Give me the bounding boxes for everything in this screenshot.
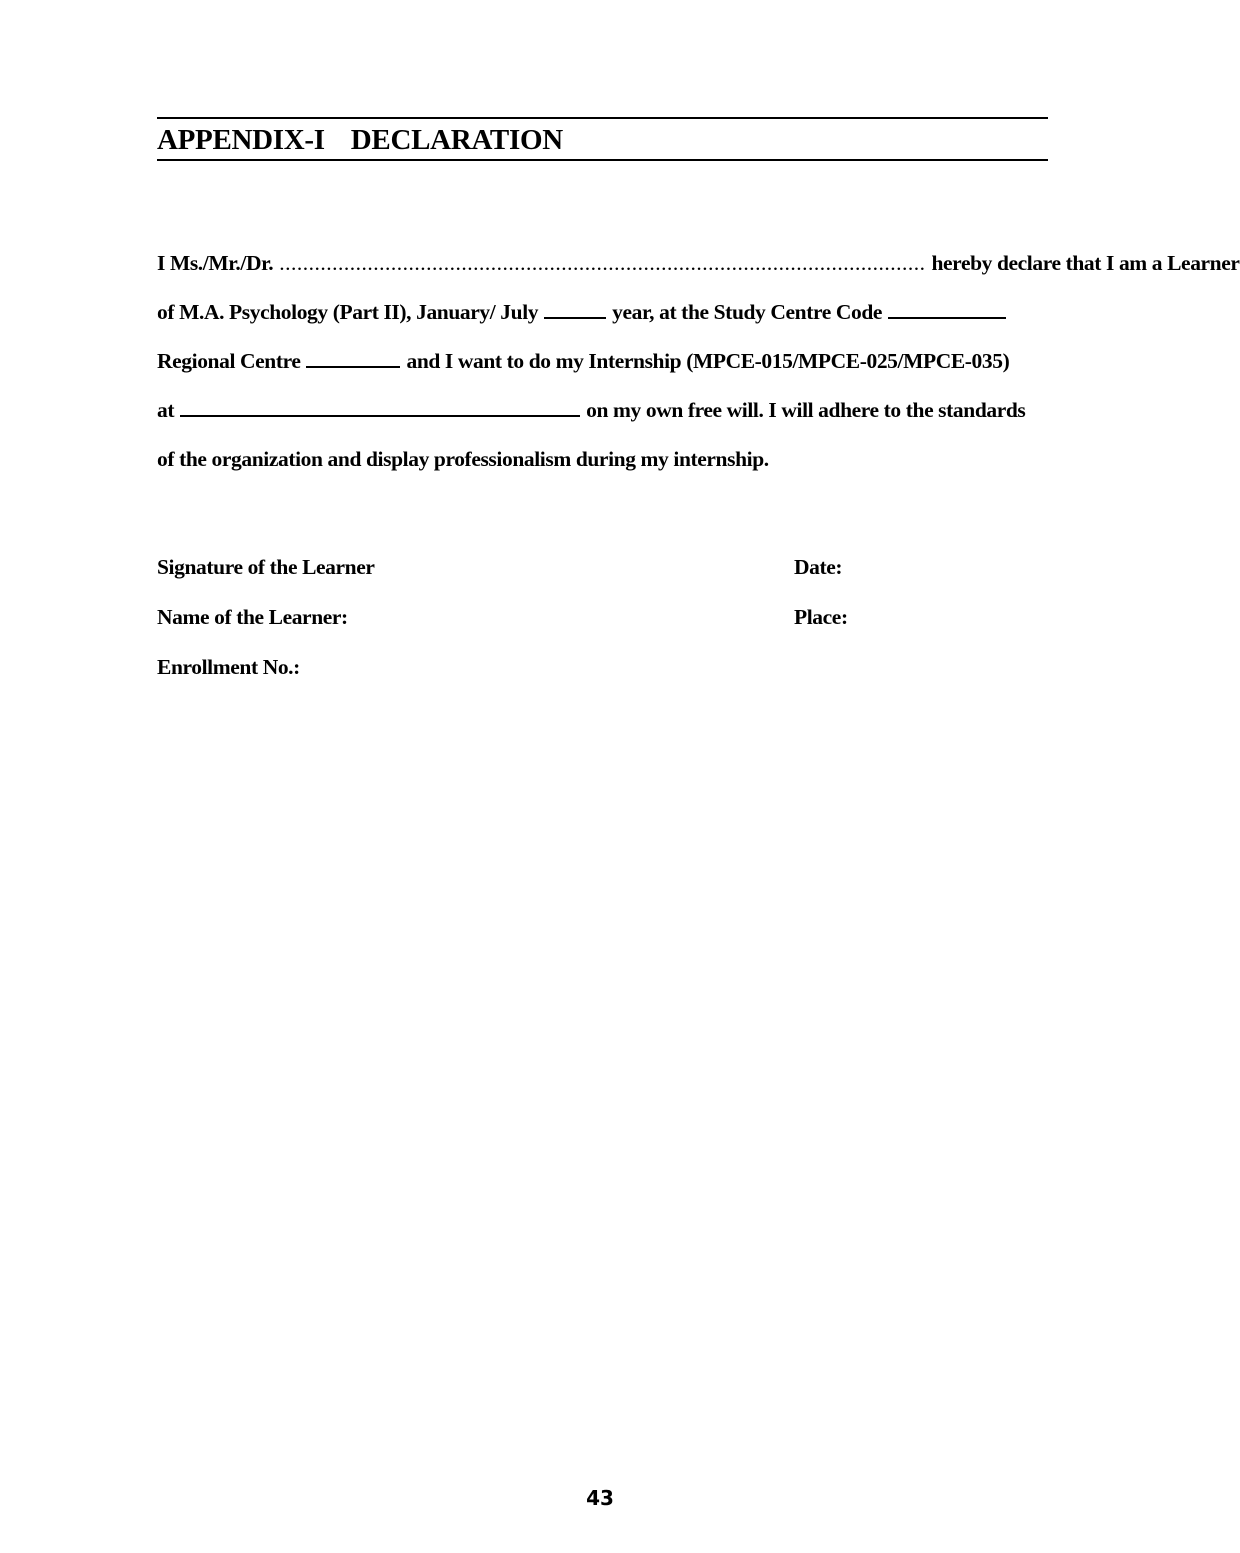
programme-text: of M.A. Psychology (Part II), January/ July (157, 300, 539, 324)
salutation-text: I Ms./Mr./Dr. (157, 251, 274, 275)
page-heading (157, 122, 563, 158)
heading-title: DECLARATION (350, 124, 563, 156)
date-label: Date: (794, 555, 843, 579)
declare-text: hereby declare that I am a Learner (931, 251, 1240, 275)
page-number: 43 (586, 1486, 614, 1510)
learner-name-label: Name of the Learner: (157, 605, 348, 629)
study-centre-code-blank (888, 297, 1006, 319)
declaration-line-1 (157, 248, 1240, 278)
heading-top-rule (157, 117, 1048, 119)
declaration-line-2 (157, 297, 1048, 327)
year-blank (544, 297, 606, 319)
regional-centre-blank (306, 346, 400, 368)
regional-centre-text: Regional Centre (157, 349, 301, 373)
at-text: at (157, 398, 175, 422)
study-centre-text: year, at the Study Centre Code (612, 300, 883, 324)
declaration-line-4 (157, 395, 1048, 425)
enrollment-label: Enrollment No.: (157, 655, 300, 679)
organization-blank (180, 395, 580, 417)
appendix-label: APPENDIX-I (157, 124, 325, 156)
internship-text: and I want to do my Internship (MPCE-015/MPCE-025/MPCE-035) (406, 349, 1010, 373)
declaration-line-3 (157, 346, 1048, 376)
heading-bottom-rule (157, 159, 1048, 161)
free-will-text: on my own free will. I will adhere to the standards (586, 398, 1026, 422)
place-label: Place: (794, 605, 848, 629)
professionalism-text: of the organization and display professionalism during my internship. (157, 447, 769, 471)
signature-label: Signature of the Learner (157, 555, 375, 579)
declaration-line-5 (157, 444, 1048, 474)
name-dotted-blank: .............................................................................................................. (279, 251, 926, 275)
